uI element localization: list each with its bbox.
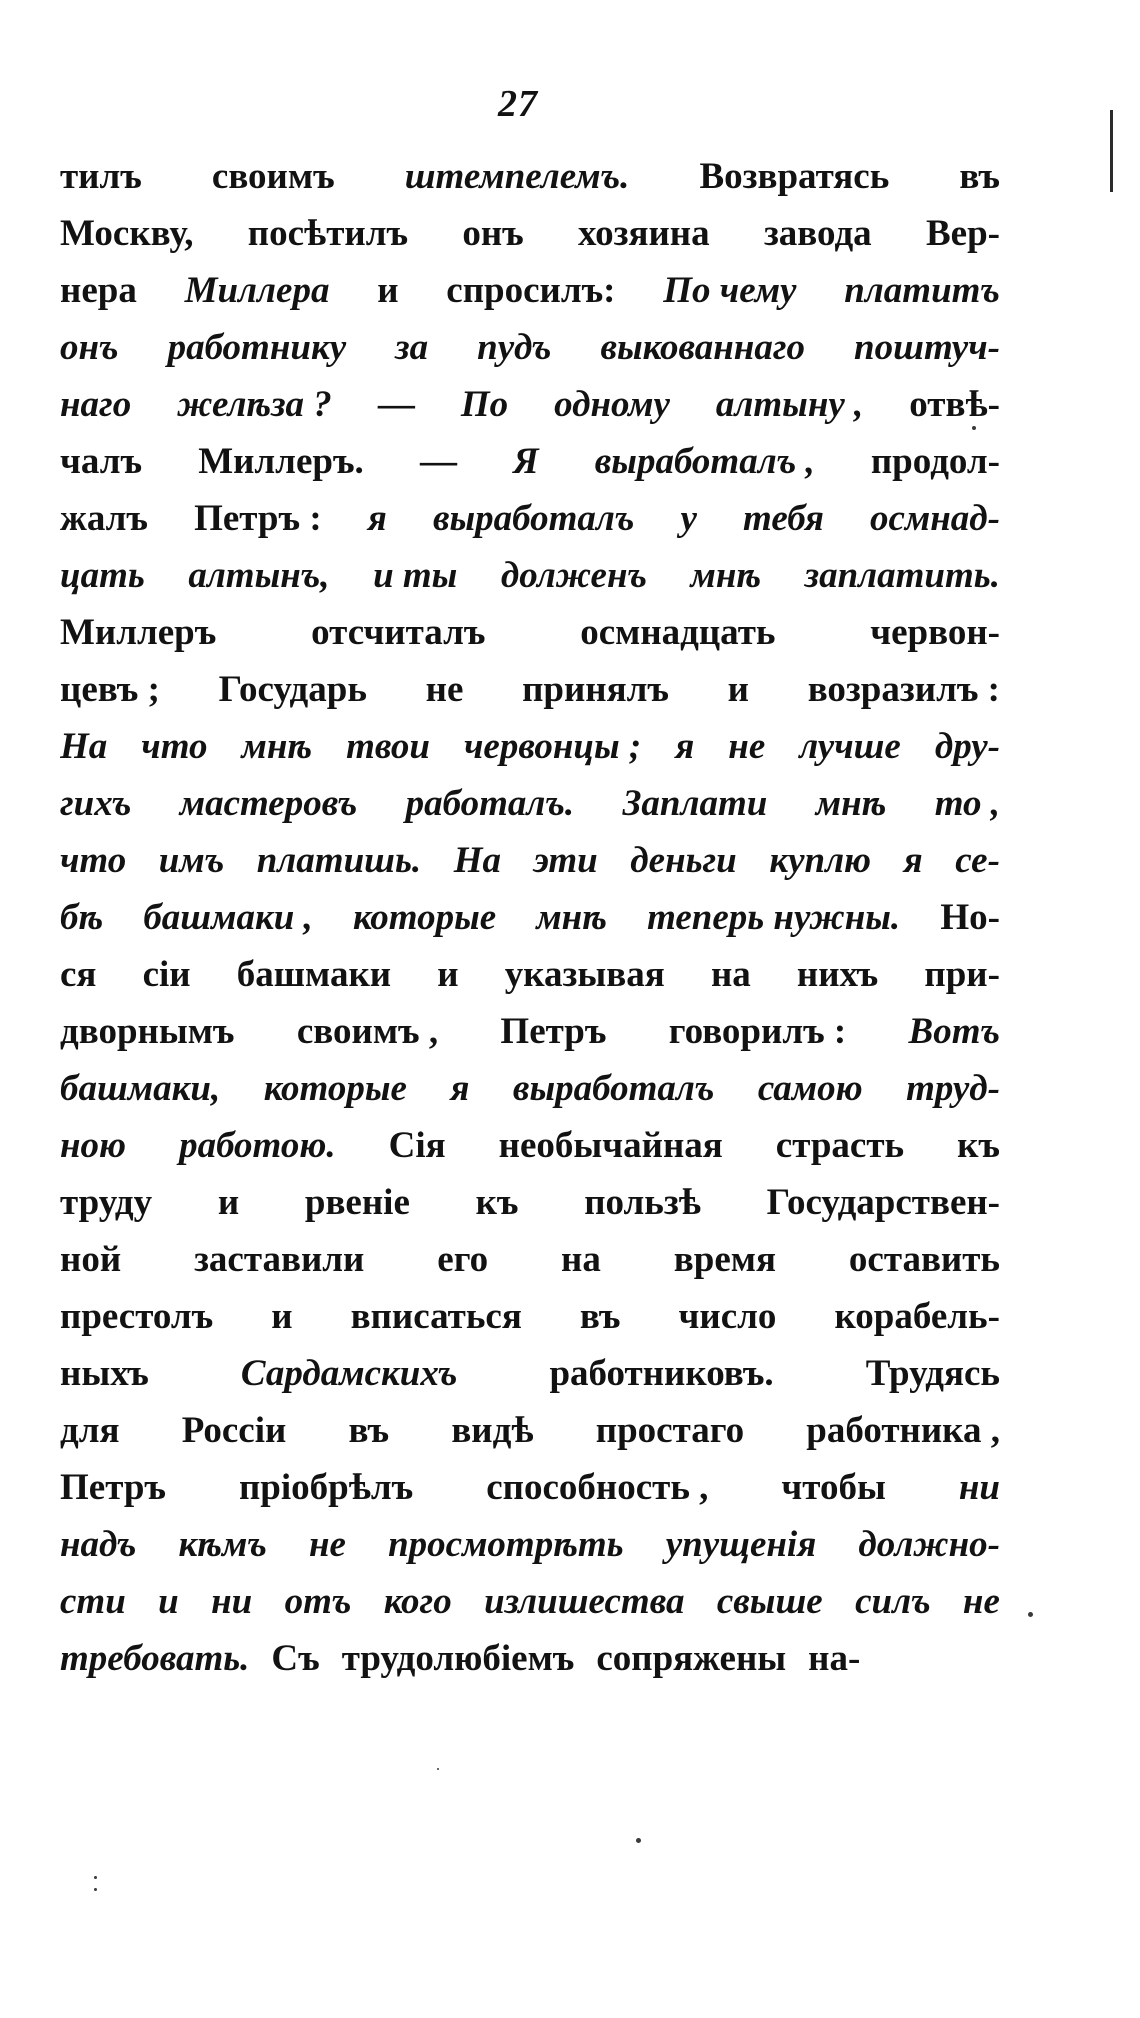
- word: Государствен-: [766, 1182, 1000, 1223]
- italic-word: желѣза ?: [177, 384, 332, 425]
- italic-word: деньги: [630, 840, 737, 881]
- word: Вер-: [925, 213, 1000, 254]
- italic-word: На: [453, 840, 501, 881]
- italic-word: надъ: [60, 1524, 137, 1565]
- word: Петръ: [500, 1011, 607, 1052]
- italic-word: кѣмъ: [178, 1524, 267, 1565]
- italic-word: башмаки ,: [143, 897, 313, 938]
- italic-word: и ты: [373, 555, 458, 596]
- word: ся: [60, 954, 97, 995]
- italic-word: имъ: [158, 840, 225, 881]
- italic-word: ни: [958, 1467, 1000, 1508]
- word: цевъ ;: [60, 669, 160, 710]
- italic-word: По чему: [663, 270, 797, 311]
- italic-word: излишества: [484, 1581, 685, 1622]
- word: пріобрѣлъ: [238, 1467, 414, 1508]
- italic-word: выработалъ: [432, 498, 635, 539]
- ink-speck: [972, 426, 976, 430]
- italic-word: я: [367, 498, 387, 539]
- word: Петръ: [60, 1467, 166, 1508]
- word: чалъ: [60, 441, 143, 482]
- italic-word: труд-: [906, 1068, 1000, 1109]
- italic-word: ною: [60, 1125, 127, 1166]
- word: на: [561, 1239, 601, 1280]
- word: работника ,: [806, 1410, 1000, 1451]
- word: Возвратясь: [699, 156, 890, 197]
- italic-word: се-: [955, 840, 1000, 881]
- word: жалъ: [60, 498, 148, 539]
- text-line: [60, 661, 1000, 718]
- italic-word: пудъ: [477, 327, 552, 368]
- word: возразилъ :: [807, 669, 1000, 710]
- text-line: [60, 1630, 1000, 1687]
- italic-word: бѣ: [60, 897, 104, 938]
- word: сопряжены: [596, 1638, 787, 1679]
- word: не: [425, 669, 464, 710]
- word: ныхъ: [60, 1353, 149, 1394]
- text-line: [60, 1003, 1000, 1060]
- italic-word: упущенія: [665, 1524, 817, 1565]
- word: трудолюбіемъ: [341, 1638, 575, 1679]
- italic-word: требовать.: [60, 1638, 250, 1679]
- italic-word: Заплати: [622, 783, 768, 824]
- ink-speck: [636, 1838, 641, 1843]
- italic-word: я: [675, 726, 695, 767]
- italic-word: эти: [533, 840, 598, 881]
- word: труду: [60, 1182, 153, 1223]
- word: и: [727, 669, 749, 710]
- word: онъ: [462, 213, 524, 254]
- text-line: [60, 490, 1000, 547]
- word: —: [377, 384, 415, 425]
- text-line: [60, 1459, 1000, 1516]
- italic-word: выработалъ: [512, 1068, 715, 1109]
- italic-word: что: [141, 726, 208, 767]
- italic-word: не: [308, 1524, 346, 1565]
- italic-word: мнѣ: [536, 897, 607, 938]
- word: къ: [475, 1182, 519, 1223]
- italic-word: что: [60, 840, 127, 881]
- italic-word: платитъ: [844, 270, 1000, 311]
- italic-word: кого: [383, 1581, 452, 1622]
- margin-mark: [1110, 110, 1113, 192]
- italic-word: теперь нужны.: [647, 897, 901, 938]
- italic-word: дру-: [934, 726, 1000, 767]
- word: спросилъ:: [446, 270, 616, 311]
- word: оставить: [848, 1239, 1000, 1280]
- italic-word: штемпелемъ.: [404, 156, 630, 197]
- italic-word: Сардамскихъ: [240, 1353, 458, 1394]
- italic-word: просмотрѣть: [388, 1524, 624, 1565]
- word: говорилъ :: [668, 1011, 847, 1052]
- word: Но-: [940, 897, 1000, 938]
- word: на-: [808, 1638, 861, 1679]
- word: дворнымъ: [60, 1011, 235, 1052]
- italic-word: самою: [757, 1068, 863, 1109]
- word: и: [437, 954, 459, 995]
- text-line: [60, 148, 1000, 205]
- italic-word: я: [903, 840, 923, 881]
- text-line: [60, 205, 1000, 262]
- ink-speck: [437, 1768, 439, 1770]
- word: видѣ: [451, 1410, 534, 1451]
- italic-word: мнѣ: [690, 555, 762, 596]
- italic-word: не: [728, 726, 766, 767]
- word: способность ,: [486, 1467, 709, 1508]
- word: къ: [957, 1125, 1000, 1166]
- word: ной: [60, 1239, 122, 1280]
- word: продол-: [870, 441, 1000, 482]
- text-line: [60, 946, 1000, 1003]
- text-line: [60, 718, 1000, 775]
- word: хозяина: [578, 213, 710, 254]
- text-line: [60, 889, 1000, 946]
- italic-word: онъ: [60, 327, 119, 368]
- word: заставили: [194, 1239, 365, 1280]
- italic-word: работалъ.: [405, 783, 575, 824]
- italic-word: твои: [346, 726, 430, 767]
- text-line: [60, 604, 1000, 661]
- italic-word: Вотъ: [908, 1011, 1000, 1052]
- italic-word: гихъ: [60, 783, 132, 824]
- word: своимъ ,: [296, 1011, 439, 1052]
- word: необычайная: [498, 1125, 723, 1166]
- word: нера: [60, 270, 137, 311]
- word: осмнадцать: [580, 612, 776, 653]
- word: завода: [763, 213, 872, 254]
- word: своимъ: [211, 156, 335, 197]
- italic-word: заплатить.: [804, 555, 1000, 596]
- italic-word: Я: [513, 441, 539, 482]
- word: рвеніе: [304, 1182, 410, 1223]
- word: тилъ: [60, 156, 142, 197]
- word: простаго: [595, 1410, 745, 1451]
- text-line: [60, 1345, 1000, 1402]
- italic-word: осмнад-: [870, 498, 1000, 539]
- italic-word: мнѣ: [241, 726, 313, 767]
- italic-word: одному: [554, 384, 670, 425]
- word: посѣтилъ: [247, 213, 409, 254]
- word: число: [678, 1296, 777, 1337]
- italic-word: По: [460, 384, 509, 425]
- word: страсть: [775, 1125, 905, 1166]
- text-line: [60, 1231, 1000, 1288]
- text-line: [60, 1402, 1000, 1459]
- italic-word: выработалъ ,: [594, 441, 815, 482]
- italic-word: то ,: [934, 783, 1000, 824]
- ink-speck: [1028, 1612, 1033, 1617]
- text-line: [60, 319, 1000, 376]
- italic-word: лучше: [799, 726, 901, 767]
- word: работниковъ.: [549, 1353, 774, 1394]
- word: башмаки: [236, 954, 392, 995]
- word: Миллеръ: [60, 612, 217, 653]
- word: —: [419, 441, 457, 482]
- word: Россіи: [181, 1410, 287, 1451]
- italic-word: поштуч-: [854, 327, 1000, 368]
- italic-word: не: [962, 1581, 1000, 1622]
- word: нихъ: [796, 954, 879, 995]
- text-line: [60, 1174, 1000, 1231]
- word: на: [710, 954, 751, 995]
- italic-word: алтыну ,: [715, 384, 864, 425]
- italic-word: я: [450, 1068, 470, 1109]
- word: пользѣ: [584, 1182, 701, 1223]
- ink-speck: [94, 1888, 97, 1891]
- italic-word: башмаки,: [60, 1068, 221, 1109]
- word: его: [437, 1239, 489, 1280]
- word: для: [60, 1410, 120, 1451]
- italic-word: сти: [60, 1581, 126, 1622]
- text-line: [60, 1288, 1000, 1345]
- italic-word: мастеровъ: [179, 783, 358, 824]
- italic-word: у: [680, 498, 697, 539]
- word: принялъ: [522, 669, 669, 710]
- word: и: [217, 1182, 240, 1223]
- word: Москву,: [60, 213, 194, 254]
- text-line: [60, 1573, 1000, 1630]
- word: Трудясь: [865, 1353, 1000, 1394]
- italic-word: мнѣ: [815, 783, 887, 824]
- word: сіи: [142, 954, 191, 995]
- italic-word: червонцы ;: [463, 726, 642, 767]
- word: въ: [959, 156, 1000, 197]
- italic-word: наго: [60, 384, 132, 425]
- word: отвѣ-: [909, 384, 1000, 425]
- italic-word: выкованнаго: [600, 327, 806, 368]
- word: Петръ :: [194, 498, 322, 539]
- italic-word: которые: [352, 897, 497, 938]
- word: Сія: [388, 1125, 446, 1166]
- italic-word: Миллера: [184, 270, 330, 311]
- italic-word: отъ: [284, 1581, 352, 1622]
- word: при-: [924, 954, 1000, 995]
- word: вписаться: [350, 1296, 522, 1337]
- text-line: [60, 1060, 1000, 1117]
- italic-word: за: [395, 327, 429, 368]
- italic-word: платишь.: [256, 840, 422, 881]
- word: и: [271, 1296, 293, 1337]
- text-line: [60, 433, 1000, 490]
- word: корабель-: [834, 1296, 1000, 1337]
- word: чтобы: [781, 1467, 886, 1508]
- ink-speck: [94, 1876, 97, 1879]
- body-text: [60, 148, 1000, 1687]
- italic-word: На: [60, 726, 108, 767]
- word: Миллеръ.: [198, 441, 364, 482]
- word: отсчиталъ: [311, 612, 486, 653]
- italic-word: работою.: [179, 1125, 336, 1166]
- italic-word: которые: [263, 1068, 407, 1109]
- text-line: [60, 775, 1000, 832]
- italic-word: свыше: [716, 1581, 823, 1622]
- text-line: [60, 262, 1000, 319]
- word: и: [377, 270, 399, 311]
- italic-word: куплю: [769, 840, 872, 881]
- word: Съ: [271, 1638, 320, 1679]
- text-line: [60, 1117, 1000, 1174]
- italic-word: работнику: [167, 327, 347, 368]
- italic-word: и: [158, 1581, 179, 1622]
- word: червон-: [870, 612, 1000, 653]
- text-line: [60, 547, 1000, 604]
- word: указывая: [504, 954, 665, 995]
- text-line: [60, 1516, 1000, 1573]
- word: въ: [348, 1410, 390, 1451]
- word: Государь: [218, 669, 367, 710]
- italic-word: ни: [211, 1581, 253, 1622]
- text-line: [60, 832, 1000, 889]
- word: престолъ: [60, 1296, 214, 1337]
- italic-word: алтынъ,: [188, 555, 330, 596]
- italic-word: тебя: [743, 498, 824, 539]
- italic-word: должно-: [858, 1524, 1000, 1565]
- italic-word: цать: [60, 555, 145, 596]
- italic-word: долженъ: [500, 555, 648, 596]
- italic-word: силъ: [855, 1581, 931, 1622]
- text-line: [60, 376, 1000, 433]
- word: время: [673, 1239, 776, 1280]
- page-number: 27: [498, 83, 538, 125]
- word: въ: [579, 1296, 621, 1337]
